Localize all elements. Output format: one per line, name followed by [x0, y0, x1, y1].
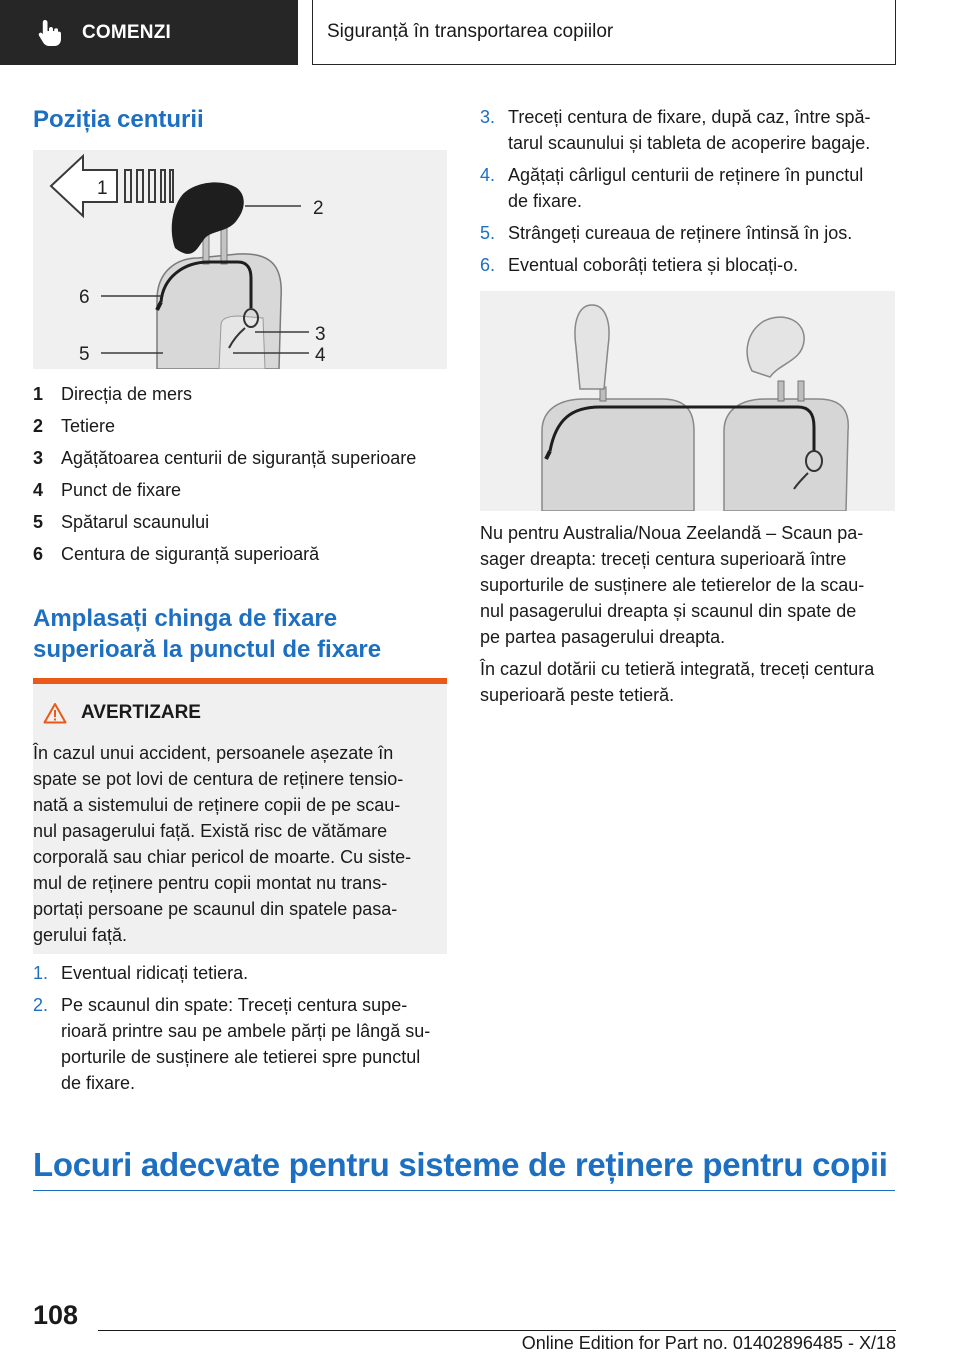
warning-box — [33, 678, 447, 954]
header-chapter — [312, 0, 896, 65]
header-section-tab — [0, 0, 298, 65]
callout-5: 5 — [79, 344, 90, 365]
footer-rule — [98, 1330, 896, 1331]
belt-position-illustration — [33, 150, 447, 369]
heading-belt-position: Poziția centurii — [33, 106, 204, 133]
step-item: 5. Strângeți cureaua de reținere întinsă în jos. — [480, 223, 853, 243]
warning-triangle-icon — [43, 702, 67, 724]
warning-text: În cazul unui accident, persoanele așezate în spate se pot lovi de centura de reținere tensio- nată a sistemului de reținere copii de pe scau- nul pasagerului față. Există risc de vătămare corporală sau chiar pericol de moarte. Cu siste- mul de reținere pentru copii montat nu trans- portați persoane pe scaunul din spatele pasa- gerului față. — [33, 743, 412, 945]
figure-rear-seats — [480, 291, 895, 511]
heading-attach-tether: Amplasați chinga de fixare superioară la punctul de fixare — [33, 605, 382, 663]
hand-pointer-icon — [34, 17, 66, 49]
step-item: 4. Agățați cârligul centurii de reținere în punctul de fixare. — [480, 165, 864, 211]
figure-belt-position — [33, 150, 447, 369]
footer-edition: Online Edition for Part no. 01402896485 - X/18 — [521, 1333, 896, 1353]
paragraph-integrated-headrest: În cazul dotării cu tetieră integrată, treceți centura superioară peste tetieră. — [480, 659, 875, 705]
callout-2: 2 — [313, 198, 324, 219]
section-heading: Locuri adecvate pentru sisteme de reținere pentru copii — [33, 1146, 888, 1183]
callout-3: 3 — [315, 324, 326, 345]
page-number: 108 — [33, 1300, 79, 1330]
rear-seats-illustration — [480, 291, 895, 511]
chapter-title: Siguranță în transportarea copiilor — [327, 21, 614, 42]
callout-1: 1 — [97, 178, 108, 199]
section-label: COMENZI — [82, 21, 172, 43]
legend-item: 3 Agățătoarea centurii de siguranță superioare — [33, 448, 417, 468]
legend-item: 2 Tetiere — [33, 416, 116, 436]
warning-title: AVERTIZARE — [43, 702, 201, 724]
callout-4: 4 — [315, 345, 326, 366]
legend-item: 5 Spătarul scaunului — [33, 512, 210, 532]
figure-legend — [33, 378, 447, 570]
step-item: 1. Eventual ridicați tetiera. — [33, 963, 249, 983]
steps-left — [33, 960, 451, 1102]
paragraph-australia-note: Nu pentru Australia/Noua Zeelandă – Scaun pa- sager dreapta: treceți centura superioară între suporturile de susținere ale tetierelor de la scau- nul pasagerului dreapta și scaunul din spate de pe partea pasagerului dreapta. — [480, 523, 865, 647]
step-item: 2. Pe scaunul din spate: Treceți centura supe- rioară printre sau pe ambele părți pe lângă su- porturile de susținere ale tetierei spre punctul de fixare. — [33, 995, 431, 1093]
legend-item: 4 Punct de fixare — [33, 480, 182, 500]
legend-item: 6 Centura de siguranță superioară — [33, 544, 320, 564]
steps-right — [480, 104, 896, 284]
callout-6: 6 — [79, 287, 90, 308]
section-heading-underline — [33, 1190, 895, 1191]
step-item: 6. Eventual coborâți tetiera și blocați-o. — [480, 255, 799, 275]
step-item: 3. Treceți centura de fixare, după caz, între spă- tarul scaunului și tableta de acoperire bagaje. — [480, 107, 871, 153]
legend-item: 1 Direcția de mers — [33, 384, 193, 404]
